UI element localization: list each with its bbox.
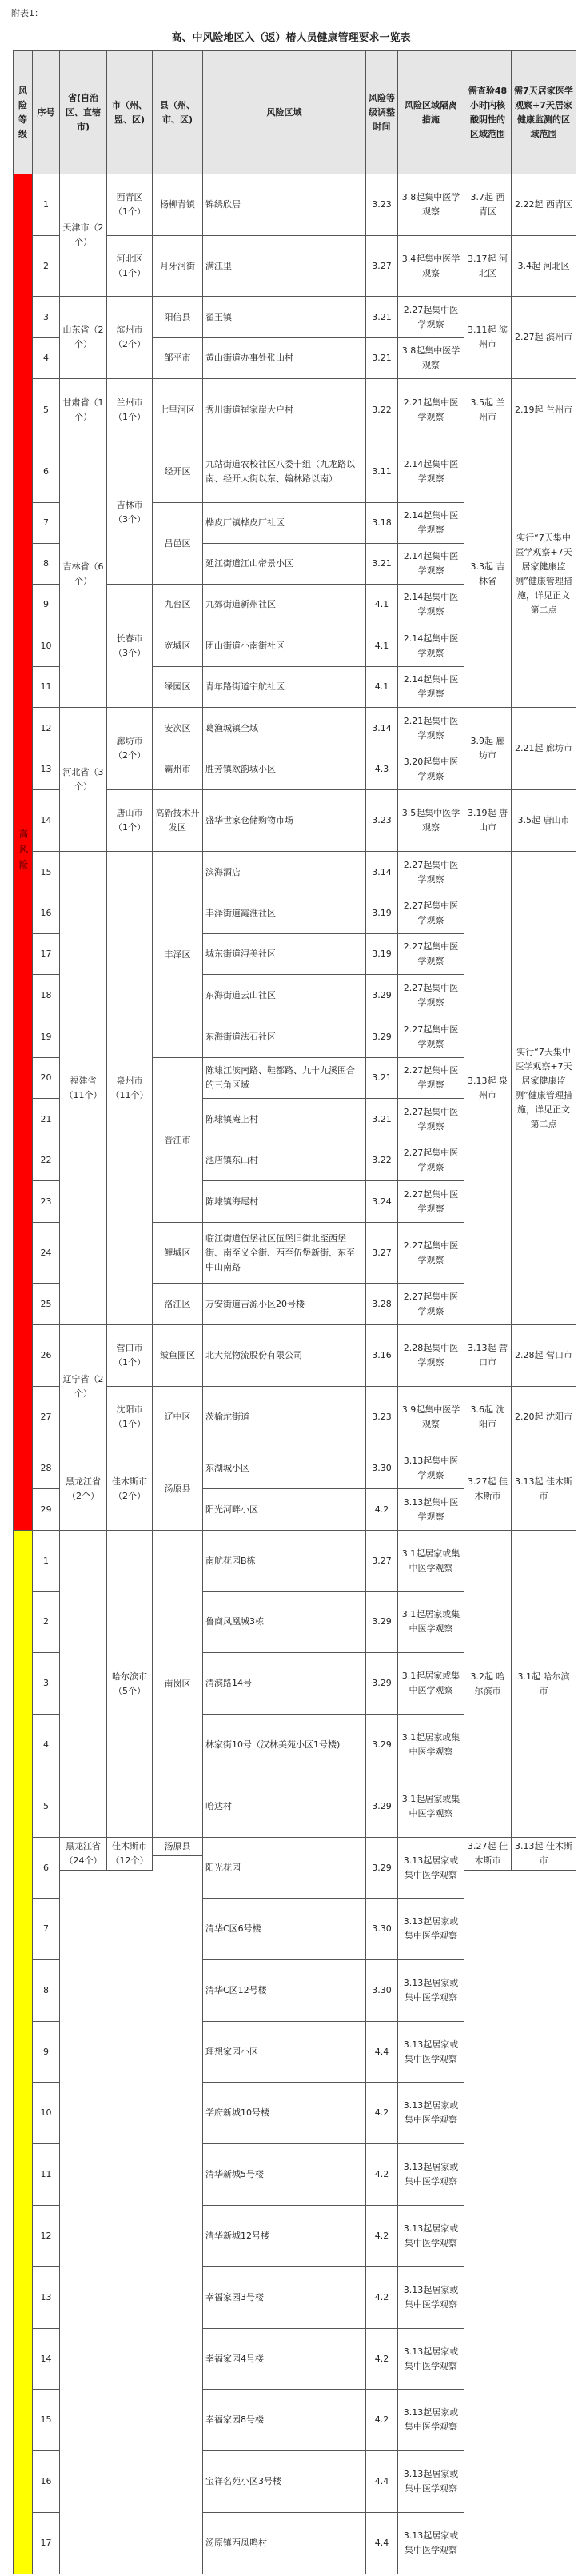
row-number: 21 <box>32 1098 60 1140</box>
adjust-time: 3.29 <box>365 1016 398 1058</box>
merged-province: 福建省（11个） <box>59 851 107 1325</box>
isolation-measure: 3.13起居家或集中医学观察 <box>397 1898 464 1960</box>
column-header: 需查验48小时内核酸阴性的区域范围 <box>464 50 512 174</box>
county: 宽城区 <box>152 625 203 667</box>
risk-area: 城东街道浔美社区 <box>202 933 366 975</box>
isolation-measure: 3.13起集中医学观察 <box>397 1448 464 1489</box>
row-number: 20 <box>32 1057 60 1099</box>
adjust-time: 3.21 <box>365 296 398 338</box>
risk-area: 鲁商凤凰城3栋 <box>202 1591 366 1653</box>
merged-check48h: 3.13起 泉州市 <box>464 851 512 1325</box>
risk-area: 陈埭镇海尾村 <box>202 1180 366 1223</box>
isolation-measure: 3.1起居家或集中医学观察 <box>397 1591 464 1653</box>
row-number: 13 <box>32 2266 60 2329</box>
merged-county: 汤原县 <box>152 1448 203 1531</box>
risk-area: 锦绣欣居 <box>202 174 366 236</box>
risk-area: 葛渔城镇全域 <box>202 707 366 749</box>
merged-province: 吉林省（6个） <box>59 441 107 708</box>
merged-city: 唐山市（1个） <box>106 789 153 852</box>
row-number: 15 <box>32 851 60 893</box>
isolation-measure: 2.14起集中医学观察 <box>397 543 464 585</box>
adjust-time: 3.23 <box>365 789 398 852</box>
isolation-measure: 2.14起集中医学观察 <box>397 666 464 708</box>
adjust-time: 3.29 <box>365 1714 398 1775</box>
isolation-measure: 2.27起集中医学观察 <box>397 1222 464 1284</box>
county: 七里河区 <box>152 378 203 441</box>
row-number: 1 <box>32 1530 60 1592</box>
adjust-time: 3.14 <box>365 707 398 749</box>
risk-area: 东海街道云山社区 <box>202 974 366 1016</box>
adjust-time: 4.2 <box>365 2389 398 2451</box>
adjust-time: 4.2 <box>365 2205 398 2267</box>
column-header: 序号 <box>32 50 60 174</box>
row-number: 11 <box>32 2143 60 2206</box>
isolation-measure: 2.14起集中医学观察 <box>397 625 464 667</box>
risk-area: 九郊街道新州社区 <box>202 584 366 625</box>
row-number: 2 <box>32 1591 60 1653</box>
row-number: 3 <box>32 296 60 338</box>
risk-area: 清滨路14号 <box>202 1652 366 1715</box>
risk-area: 清华新城5号楼 <box>202 2143 366 2206</box>
risk-area: 桦皮厂镇桦皮厂社区 <box>202 502 366 544</box>
isolation-measure: 2.27起集中医学观察 <box>397 1140 464 1181</box>
row-number: 17 <box>32 933 60 975</box>
merged-home7d: 2.22起 西青区 <box>511 174 576 236</box>
adjust-time: 3.21 <box>365 1098 398 1140</box>
adjust-time: 3.29 <box>365 1652 398 1715</box>
risk-area: 茨榆坨街道 <box>202 1386 366 1448</box>
merged-home7d: 2.21起 廊坊市 <box>511 707 576 790</box>
row-number: 3 <box>32 1652 60 1715</box>
adjust-time: 3.23 <box>365 174 398 236</box>
merged-check48h: 3.3起 吉林省 <box>464 441 512 708</box>
merged-check48h: 3.9起 廊坊市 <box>464 707 512 790</box>
risk-area: 临江街道伍堡社区伍堡旧街北至西堡街、南至义全街、西至伍堡新街、东至中山南路 <box>202 1222 366 1284</box>
row-number: 24 <box>32 1222 60 1284</box>
risk-area: 满江里 <box>202 235 366 297</box>
adjust-time: 3.29 <box>365 974 398 1016</box>
adjust-time: 3.14 <box>365 851 398 893</box>
row-number: 5 <box>32 1775 60 1838</box>
merged-check48h: 3.13起 营口市 <box>464 1324 512 1387</box>
risk-area: 阳光花园 <box>202 1837 366 1899</box>
column-header: 风险等级调整时间 <box>365 50 398 174</box>
row-number: 13 <box>32 749 60 790</box>
row-number: 15 <box>32 2389 60 2451</box>
isolation-measure: 2.14起集中医学观察 <box>397 584 464 625</box>
merged-city: 长春市（3个） <box>106 584 153 708</box>
merged-check48h: 3.2起 哈尔滨市 <box>464 1530 512 1838</box>
adjust-time: 4.4 <box>365 2512 398 2574</box>
adjust-time: 4.1 <box>365 625 398 667</box>
merged-city: 河北区（1个） <box>106 235 153 297</box>
adjust-time: 3.30 <box>365 1959 398 2022</box>
adjust-time: 3.28 <box>365 1283 398 1325</box>
isolation-measure: 2.27起集中医学观察 <box>397 933 464 975</box>
merged-check48h: 3.7起 西青区 <box>464 174 512 236</box>
risk-level-high: 高风险 <box>13 174 33 1531</box>
merged-home7d: 2.19起 兰州市 <box>511 378 576 441</box>
column-header: 县（州、市、区) <box>152 50 203 174</box>
row-number: 4 <box>32 1714 60 1775</box>
risk-area: 团山街道小南街社区 <box>202 625 366 667</box>
adjust-time: 3.24 <box>365 1180 398 1223</box>
risk-area: 东湖城小区 <box>202 1448 366 1489</box>
risk-area: 秀川街道崔家崖大户村 <box>202 378 366 441</box>
risk-area: 阳光河畔小区 <box>202 1488 366 1531</box>
isolation-measure: 2.27起集中医学观察 <box>397 974 464 1016</box>
isolation-measure: 3.13起居家或集中医学观察 <box>397 1959 464 2022</box>
adjust-time: 3.27 <box>365 235 398 297</box>
risk-area: 清华C区6号楼 <box>202 1898 366 1960</box>
adjust-time: 3.21 <box>365 337 398 379</box>
adjust-time: 3.27 <box>365 1222 398 1284</box>
risk-area: 滨海酒店 <box>202 851 366 893</box>
risk-area: 东海街道法石社区 <box>202 1016 366 1058</box>
isolation-measure: 3.13起居家或集中医学观察 <box>397 2450 464 2513</box>
isolation-measure: 3.13起居家或集中医学观察 <box>397 2512 464 2574</box>
row-number: 9 <box>32 2021 60 2083</box>
merged-check48h: 3.27起 佳木斯市 <box>464 1837 512 1871</box>
risk-area: 幸福家园3号楼 <box>202 2266 366 2329</box>
merged-home7d: 3.4起 河北区 <box>511 235 576 297</box>
risk-area: 丰泽街道霞淮社区 <box>202 893 366 934</box>
row-number: 18 <box>32 974 60 1016</box>
risk-area: 翟王镇 <box>202 296 366 338</box>
risk-area: 清华新城12号楼 <box>202 2205 366 2267</box>
merged-city: 佳木斯市（12个） <box>106 1837 153 1871</box>
merged-city: 营口市（1个） <box>106 1324 153 1387</box>
column-header: 需7天居家医学观察+7天居家健康监测的区域范围 <box>511 50 576 174</box>
adjust-time: 3.11 <box>365 441 398 503</box>
merged-province: 辽宁省（2个） <box>59 1324 107 1448</box>
merged-county: 晋江市 <box>152 1057 203 1223</box>
risk-area: 宝祥名苑小区3号楼 <box>202 2450 366 2513</box>
risk-area: 胜芳镇欧韵城小区 <box>202 749 366 790</box>
merged-check48h: 3.17起 河北区 <box>464 235 512 297</box>
merged-check48h: 3.6起 沈阳市 <box>464 1386 512 1448</box>
isolation-measure: 2.27起集中医学观察 <box>397 1016 464 1058</box>
isolation-measure: 2.27起集中医学观察 <box>397 1057 464 1099</box>
isolation-measure: 2.14起集中医学观察 <box>397 441 464 503</box>
merged-city: 西青区（1个） <box>106 174 153 236</box>
risk-area: 万安街道吉源小区20号楼 <box>202 1283 366 1325</box>
column-header: 风险等级 <box>13 50 33 174</box>
risk-area: 幸福家园8号楼 <box>202 2389 366 2451</box>
isolation-measure: 2.27起集中医学观察 <box>397 893 464 934</box>
county: 经开区 <box>152 441 203 503</box>
merged-home7d: 3.13起 佳木斯市 <box>511 1837 576 1871</box>
merged-county: 丰泽区 <box>152 851 203 1058</box>
county: 绿园区 <box>152 666 203 708</box>
isolation-measure: 2.27起集中医学观察 <box>397 1283 464 1325</box>
adjust-time: 4.1 <box>365 666 398 708</box>
merged-home7d: 2.27起 滨州市 <box>511 296 576 379</box>
risk-area: 北大荒物流股份有限公司 <box>202 1324 366 1387</box>
row-number: 28 <box>32 1448 60 1489</box>
adjust-time: 3.29 <box>365 1591 398 1653</box>
isolation-measure: 3.4起集中医学观察 <box>397 235 464 297</box>
isolation-measure: 2.27起集中医学观察 <box>397 851 464 893</box>
row-number: 16 <box>32 2450 60 2513</box>
page-title: 高、中风险地区入（返）椿人员健康管理要求一览表 <box>171 32 411 44</box>
isolation-measure: 3.1起居家或集中医学观察 <box>397 1652 464 1715</box>
merged-city: 哈尔滨市（5个） <box>106 1530 153 1838</box>
adjust-time: 3.29 <box>365 1837 398 1899</box>
row-number: 7 <box>32 502 60 544</box>
county: 辽中区 <box>152 1386 203 1448</box>
row-number: 12 <box>32 2205 60 2267</box>
risk-area: 哈达村 <box>202 1775 366 1838</box>
risk-area: 学府新城10号楼 <box>202 2082 366 2144</box>
row-number: 10 <box>32 2082 60 2144</box>
adjust-time: 3.21 <box>365 543 398 585</box>
isolation-measure: 2.27起集中医学观察 <box>397 1098 464 1140</box>
isolation-measure: 2.28起集中医学观察 <box>397 1324 464 1387</box>
adjust-time: 3.27 <box>365 1530 398 1592</box>
row-number: 12 <box>32 707 60 749</box>
adjust-time: 3.29 <box>365 1775 398 1838</box>
row-number: 8 <box>32 1959 60 2022</box>
isolation-measure: 3.20起集中医学观察 <box>397 749 464 790</box>
risk-area: 清华C区12号楼 <box>202 1959 366 2022</box>
risk-area: 理想家园小区 <box>202 2021 366 2083</box>
merged-city: 吉林市（3个） <box>106 441 153 585</box>
isolation-measure: 2.27起集中医学观察 <box>397 1180 464 1223</box>
risk-area: 南航花园B栋 <box>202 1530 366 1592</box>
merged-province: 黑龙江省（24个） <box>59 1837 107 1871</box>
adjust-time: 4.3 <box>365 749 398 790</box>
column-header: 风险区域隔离措施 <box>397 50 464 174</box>
row-number: 7 <box>32 1898 60 1960</box>
merged-home7d: 3.1起 哈尔滨市 <box>511 1530 576 1838</box>
row-number: 22 <box>32 1140 60 1181</box>
adjust-time: 3.21 <box>365 1057 398 1099</box>
county: 鲤城区 <box>152 1222 203 1284</box>
merged-home7d: 实行“7天集中医学观察+7天居家健康监测”健康管理措施，详见正文第二点 <box>511 851 576 1325</box>
adjust-time: 4.2 <box>365 1488 398 1531</box>
row-number: 10 <box>32 625 60 667</box>
row-number: 19 <box>32 1016 60 1058</box>
isolation-measure: 2.27起集中医学观察 <box>397 296 464 338</box>
row-number: 4 <box>32 337 60 379</box>
isolation-measure: 3.13起居家或集中医学观察 <box>397 1837 464 1899</box>
adjust-time: 4.2 <box>365 2143 398 2206</box>
isolation-measure: 3.5起集中医学观察 <box>397 789 464 852</box>
isolation-measure: 2.21起集中医学观察 <box>397 707 464 749</box>
adjust-time: 4.2 <box>365 2082 398 2144</box>
adjust-time: 4.2 <box>365 2328 398 2390</box>
merged-province: 甘肃省（1个） <box>59 378 107 441</box>
merged-province: 天津市（2个） <box>59 174 107 297</box>
merged-province: 河北省（3个） <box>59 707 107 852</box>
isolation-measure: 3.13起居家或集中医学观察 <box>397 2143 464 2206</box>
county: 高新技术开发区 <box>152 789 203 852</box>
risk-area: 陈埭江滨南路、鞋都路、九十九溪围合的三角区域 <box>202 1057 366 1099</box>
adjust-time: 4.2 <box>365 2266 398 2329</box>
isolation-measure: 2.21起集中医学观察 <box>397 378 464 441</box>
row-number: 2 <box>32 235 60 297</box>
merged-county: 南岗区 <box>152 1530 203 1838</box>
column-header: 风险区域 <box>202 50 366 174</box>
isolation-measure: 3.1起居家或集中医学观察 <box>397 1530 464 1592</box>
merged-city: 滨州市（2个） <box>106 296 153 379</box>
adjust-time: 4.4 <box>365 2021 398 2083</box>
merged-check48h: 3.5起 兰州市 <box>464 378 512 441</box>
merged-city: 廊坊市（2个） <box>106 707 153 790</box>
risk-area: 九站街道农校社区八委十组（九龙路以南、经开大街以东、翰林路以南） <box>202 441 366 503</box>
row-number: 29 <box>32 1488 60 1531</box>
county: 九台区 <box>152 584 203 625</box>
adjust-time: 3.30 <box>365 1898 398 1960</box>
merged-county: 汤原县 <box>152 1837 203 1856</box>
merged-home7d: 2.28起 营口市 <box>511 1324 576 1387</box>
row-number: 5 <box>32 378 60 441</box>
row-number: 14 <box>32 2328 60 2390</box>
risk-area: 盛华世家仓储购物市场 <box>202 789 366 852</box>
row-number: 1 <box>32 174 60 236</box>
isolation-measure: 3.8起集中医学观察 <box>397 337 464 379</box>
adjust-time: 3.22 <box>365 378 398 441</box>
merged-home7d: 3.13起 佳木斯市 <box>511 1448 576 1531</box>
risk-area: 青年路街道宇航社区 <box>202 666 366 708</box>
county: 杨柳青镇 <box>152 174 203 236</box>
isolation-measure: 3.13起居家或集中医学观察 <box>397 2021 464 2083</box>
isolation-measure: 3.8起集中医学观察 <box>397 174 464 236</box>
adjust-time: 3.30 <box>365 1448 398 1489</box>
merged-city: 兰州市（1个） <box>106 378 153 441</box>
risk-area: 黄山街道办事处张山村 <box>202 337 366 379</box>
isolation-measure: 3.13起居家或集中医学观察 <box>397 2205 464 2267</box>
row-number: 17 <box>32 2512 60 2574</box>
county: 邹平市 <box>152 337 203 379</box>
row-number: 6 <box>32 1837 60 1899</box>
merged-check48h: 3.11起 滨州市 <box>464 296 512 379</box>
column-header: 市（州、盟、区) <box>106 50 153 174</box>
isolation-measure: 2.14起集中医学观察 <box>397 502 464 544</box>
adjust-time: 3.18 <box>365 502 398 544</box>
merged-check48h: 3.19起 唐山市 <box>464 789 512 852</box>
row-number: 9 <box>32 584 60 625</box>
merged-city: 泉州市（11个） <box>106 851 153 1325</box>
risk-area: 汤原镇西凤鸣村 <box>202 2512 366 2574</box>
adjust-time: 4.4 <box>365 2450 398 2513</box>
row-number: 25 <box>32 1283 60 1325</box>
row-number: 16 <box>32 893 60 934</box>
merged-province: 黑龙江省（2个） <box>59 1448 107 1531</box>
county: 月牙河街 <box>152 235 203 297</box>
merged-province <box>59 1530 107 1838</box>
merged-city: 沈阳市（1个） <box>106 1386 153 1448</box>
column-header: 省(自治区、直辖市) <box>59 50 107 174</box>
row-number: 6 <box>32 441 60 503</box>
merged-home7d: 3.5起 唐山市 <box>511 789 576 852</box>
row-number: 27 <box>32 1386 60 1448</box>
risk-area: 池店镇东山村 <box>202 1140 366 1181</box>
county: 霸州市 <box>152 749 203 790</box>
adjust-time: 3.19 <box>365 893 398 934</box>
isolation-measure: 3.1起居家或集中医学观察 <box>397 1714 464 1775</box>
merged-province: 山东省（2个） <box>59 296 107 379</box>
risk-area: 陈埭镇庵上村 <box>202 1098 366 1140</box>
merged-check48h: 3.27起 佳木斯市 <box>464 1448 512 1531</box>
merged-county: 昌邑区 <box>152 502 203 585</box>
county: 安次区 <box>152 707 203 749</box>
isolation-measure: 3.13起居家或集中医学观察 <box>397 2266 464 2329</box>
county: 阳信县 <box>152 296 203 338</box>
caption: 附表1： <box>11 8 43 18</box>
risk-area: 幸福家园4号楼 <box>202 2328 366 2390</box>
row-number: 8 <box>32 543 60 585</box>
risk-area: 延江街道江山帝景小区 <box>202 543 366 585</box>
row-number: 11 <box>32 666 60 708</box>
isolation-measure: 3.13起居家或集中医学观察 <box>397 2082 464 2144</box>
isolation-measure: 3.13起集中医学观察 <box>397 1488 464 1531</box>
adjust-time: 3.19 <box>365 933 398 975</box>
merged-home7d: 实行“7天集中医学观察+7天居家健康监测”健康管理措施，详见正文第二点 <box>511 441 576 708</box>
isolation-measure: 3.13起居家或集中医学观察 <box>397 2328 464 2390</box>
adjust-time: 3.22 <box>365 1140 398 1181</box>
isolation-measure: 3.1起居家或集中医学观察 <box>397 1775 464 1838</box>
county: 洛江区 <box>152 1283 203 1325</box>
isolation-measure: 3.9起集中医学观察 <box>397 1386 464 1448</box>
risk-area: 林家街10号（汉林美苑小区1号楼) <box>202 1714 366 1775</box>
row-number: 26 <box>32 1324 60 1387</box>
row-number: 14 <box>32 789 60 852</box>
merged-home7d: 2.20起 沈阳市 <box>511 1386 576 1448</box>
isolation-measure: 3.13起居家或集中医学观察 <box>397 2389 464 2451</box>
adjust-time: 3.16 <box>365 1324 398 1387</box>
adjust-time: 3.23 <box>365 1386 398 1448</box>
adjust-time: 4.1 <box>365 584 398 625</box>
county: 鲅鱼圈区 <box>152 1324 203 1387</box>
risk-level-medium <box>13 1530 33 2574</box>
row-number: 23 <box>32 1180 60 1223</box>
merged-city: 佳木斯市（2个） <box>106 1448 153 1531</box>
